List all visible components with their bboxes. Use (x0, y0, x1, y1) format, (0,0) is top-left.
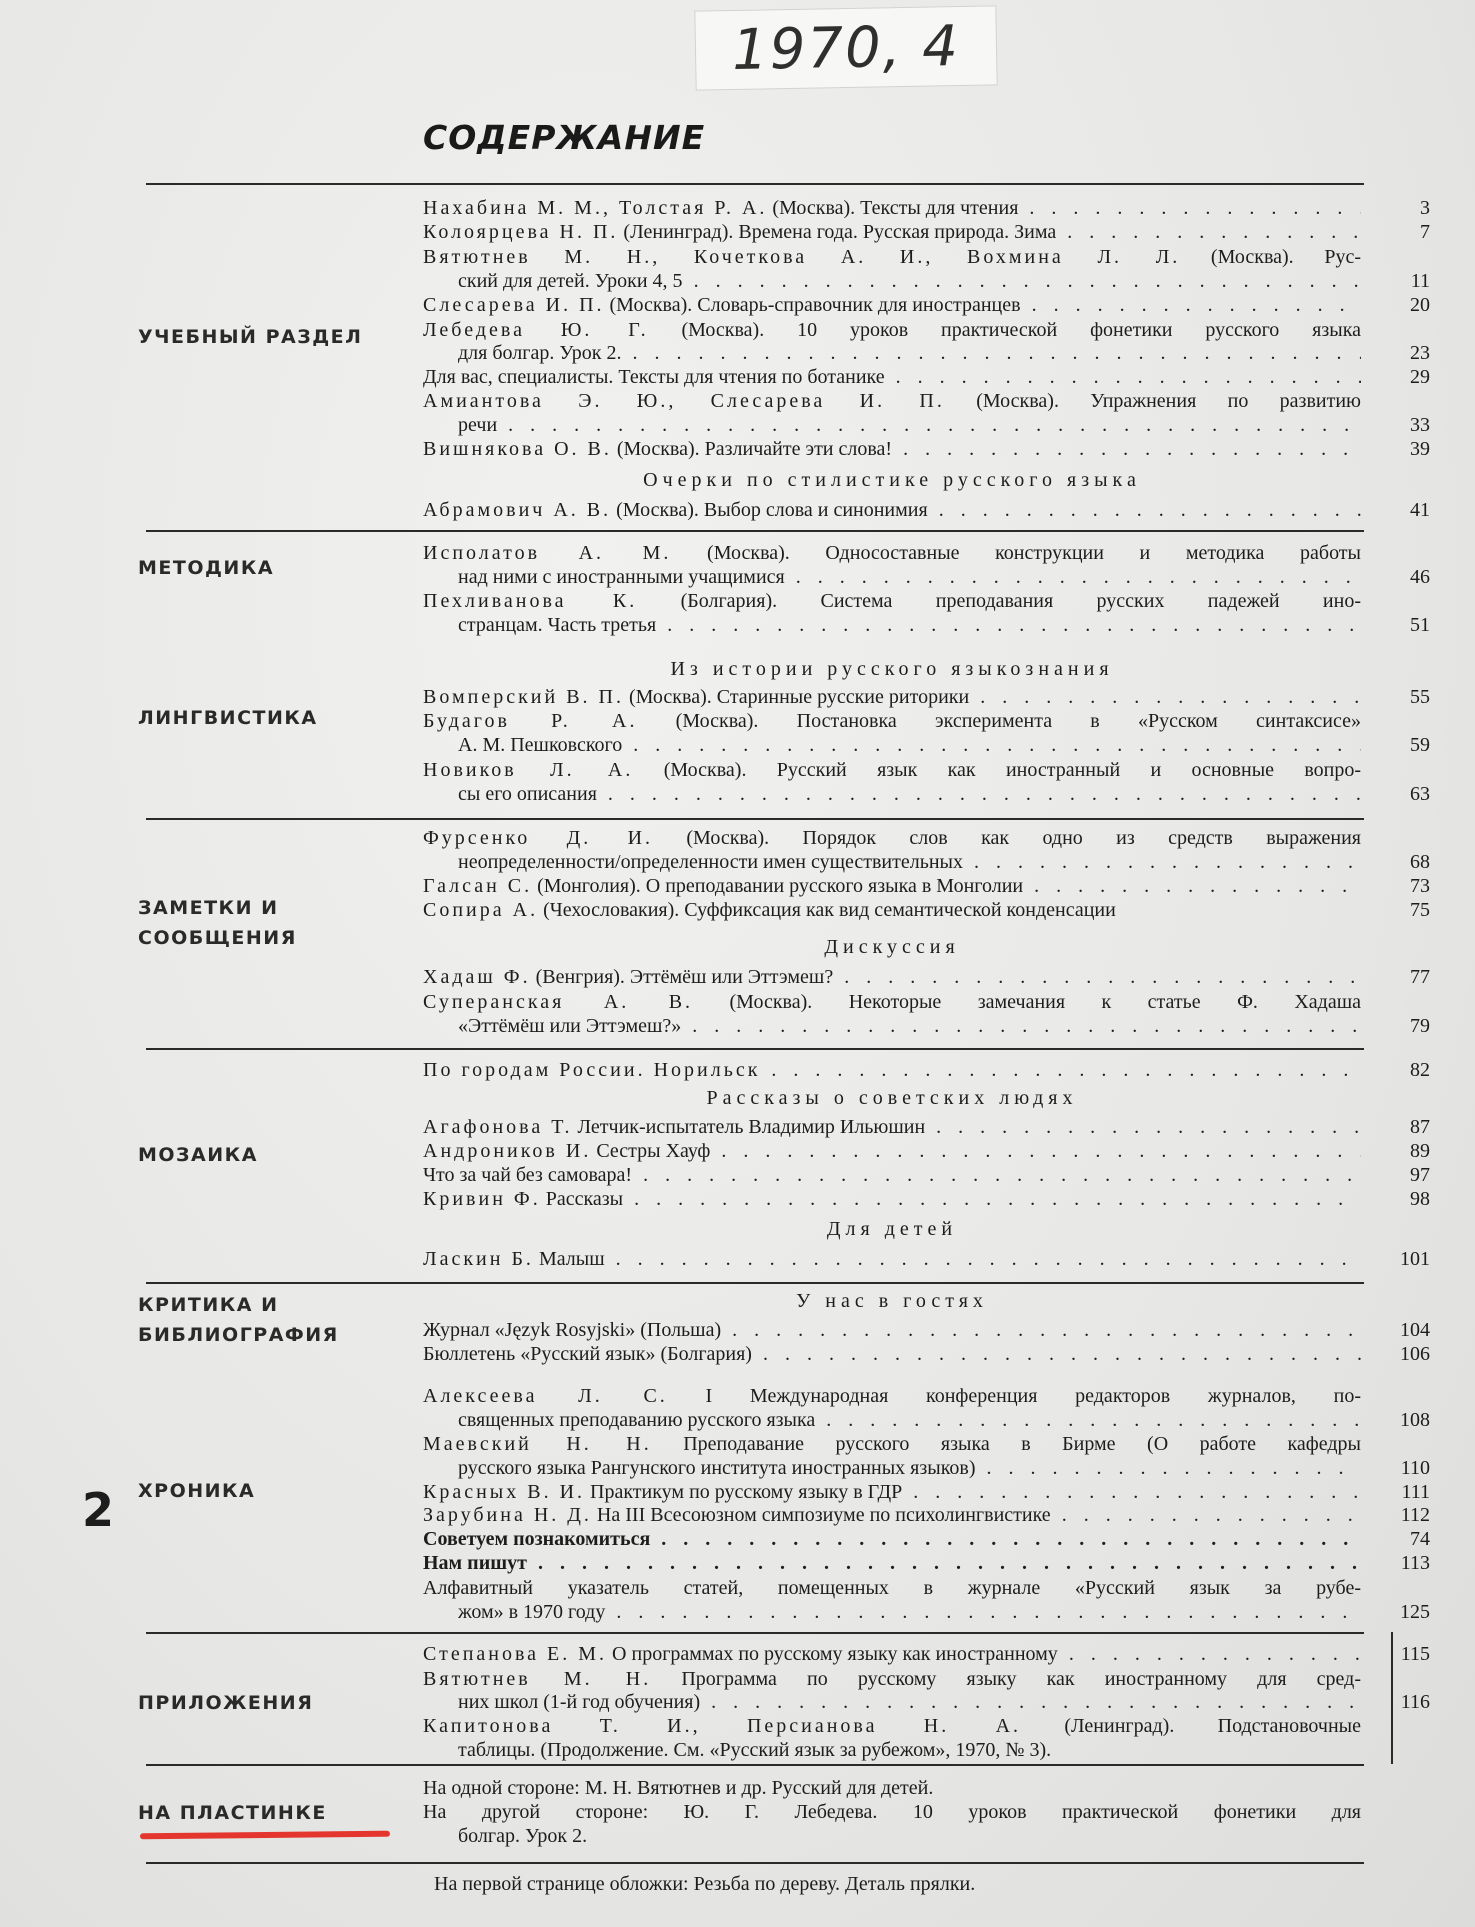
entry-title: (Монголия). О преподавании русского языка в Монголии . . . (532, 875, 1361, 897)
entry-author: Вомперский В. П. (423, 686, 624, 708)
entry-title: Что за чай без самовара! . . . (423, 1164, 1361, 1186)
subheading: Для детей (826, 1218, 958, 1240)
page-title: СОДЕРЖАНИЕ (423, 118, 706, 157)
entry-author: Амиантова Э. Ю., Слесарева И. П. (423, 390, 945, 412)
entry-title: Бюллетень «Русский язык» (Болгария) . . . (423, 1343, 1361, 1365)
entry-title: жом» в 1970 году . . . (458, 1601, 1361, 1623)
entry-author: Сопира А. (423, 899, 539, 921)
entry-author: Андроников И. (423, 1140, 592, 1162)
toc-entry (423, 898, 1361, 922)
entry-title: На другой стороне: Ю. Г. Лебедева. 10 уроков практической фонетики для (423, 1801, 1361, 1823)
toc-entry (423, 1318, 1361, 1342)
entry-author: Абрамович А. В. (423, 499, 612, 521)
cover-note: На первой странице обложки: Резьба по дереву. Деталь прялки. (434, 1873, 976, 1895)
entry-author: Слесарева И. П. (423, 294, 605, 316)
section-label-linguistics: ЛИНГВИСТИКА (138, 707, 318, 729)
entry-title: Для вас, специалисты. Тексты для чтения по ботанике . . . (423, 366, 1361, 388)
rule-top (146, 183, 1364, 185)
archive-stamp: 1970, 4 (694, 5, 997, 90)
entry-page: 108 (1400, 1409, 1430, 1431)
entry-author: Пехливанова К. (423, 590, 638, 612)
rule-bottom (146, 1862, 1364, 1864)
rule-section (146, 1632, 1364, 1634)
toc-entry (423, 965, 1361, 989)
entry-title: (Москва). Различайте эти слова! . . . (612, 438, 1361, 460)
toc-entry (423, 1576, 1361, 1600)
toc-entry (423, 1187, 1361, 1211)
entry-author: Агафонова Т. (423, 1116, 573, 1138)
toc-entry (423, 1139, 1361, 1163)
toc-entry (423, 1527, 1361, 1551)
toc-entry (423, 1667, 1361, 1691)
toc-entry (423, 826, 1361, 850)
entry-title: неопределенности/определенности имен существительных . . . (458, 851, 1361, 873)
toc-entry (423, 1115, 1361, 1139)
entry-title: «Эттёмёш или Эттэмеш?» . . . (458, 1015, 1361, 1037)
toc-entry (423, 1432, 1361, 1456)
entry-author: Капитонова Т. И., Персианова Н. А. (423, 1715, 1022, 1737)
entry-title: Малыш . . . (534, 1248, 1361, 1270)
entry-author: Нахабина М. М., Толстая Р. А. (423, 197, 768, 219)
entry-page: 29 (1410, 366, 1430, 388)
toc-entry (423, 220, 1361, 244)
entry-author: Ласкин Б. (423, 1248, 534, 1270)
entry-page: 115 (1400, 1643, 1430, 1665)
entry-page: 97 (1410, 1164, 1430, 1186)
subheading: У нас в гостях (796, 1290, 988, 1312)
entry-page: 59 (1410, 734, 1430, 756)
entry-title: На одной стороне: М. Н. Вятютнев и др. Русский для детей. (423, 1777, 934, 1799)
toc-entry-continued (458, 1690, 1361, 1714)
entry-title: (Москва). Старинные русские риторики . . . (624, 686, 1361, 708)
toc-entry (423, 365, 1361, 389)
entry-title: (Москва). 10 уроков практической фонетики русского языка (648, 319, 1361, 341)
entry-page: 104 (1400, 1319, 1430, 1341)
entry-author: Галсан С. (423, 875, 533, 897)
section-label-methods: МЕТОДИКА (138, 557, 275, 579)
entry-page: 98 (1410, 1188, 1430, 1210)
entry-title: Нам пишут . . . (423, 1552, 1361, 1574)
entry-title: над ними с иностранными учащимися . . . (458, 566, 1361, 588)
entry-author: Зарубина Н. Д. (423, 1504, 592, 1526)
entry-author: Красных В. И. (423, 1481, 586, 1503)
entry-page: 3 (1420, 197, 1430, 219)
section-label-chronicle: ХРОНИКА (138, 1480, 256, 1502)
entry-page: 116 (1400, 1691, 1430, 1713)
entry-page: 68 (1410, 851, 1430, 873)
entry-author: Исполатов А. М. (423, 542, 672, 564)
entry-title: (Москва). Упражнения по развитию (944, 390, 1361, 412)
entry-page: 112 (1400, 1504, 1430, 1526)
section-label-mosaic: МОЗАИКА (138, 1144, 258, 1166)
toc-entry (423, 1058, 1361, 1082)
entry-title: Практикум по русскому языку в ГДР . . . (585, 1481, 1361, 1503)
entry-page: 77 (1410, 966, 1430, 988)
entry-author: Будагов Р. А. (423, 710, 638, 732)
entry-title: (Венгрия). Эттёмёш или Эттэмеш? . . . (531, 966, 1361, 988)
entry-title: (Москва). Порядок слов как одно из средств выражения (653, 827, 1361, 849)
entry-title: таблицы. (Продолжение. См. «Русский язык за рубежом», 1970, № 3). (458, 1739, 1052, 1761)
entry-page: 41 (1410, 499, 1430, 521)
entry-page: 39 (1410, 438, 1430, 460)
section-label-record: НА ПЛАСТИНКЕ (138, 1802, 327, 1824)
toc-entry (423, 758, 1361, 782)
entry-title: Летчик-испытатель Владимир Ильюшин . . . (572, 1116, 1361, 1138)
toc-entry-continued (458, 1014, 1361, 1038)
entry-page: 87 (1410, 1116, 1430, 1138)
toc-entry (423, 874, 1361, 898)
toc-entry-continued (458, 1600, 1361, 1624)
entry-title: Советуем познакомиться . . . (423, 1528, 1361, 1550)
entry-title: По городам России. Норильск . . . (423, 1059, 1361, 1081)
entry-author: Вятютнев М. Н., Кочеткова А. И., Вохмина Л. Л. (423, 246, 1181, 268)
subheading: Очерки по стилистике русского языка (643, 469, 1141, 491)
entry-author: Колоярцева Н. П. (423, 221, 619, 243)
entry-title: На III Всесоюзном симпозиуме по психолингвистике . . . (592, 1504, 1361, 1526)
entry-author: Лебедева Ю. Г. (423, 319, 649, 341)
toc-entry (423, 1503, 1361, 1527)
entry-page: 55 (1410, 686, 1430, 708)
entry-page: 20 (1410, 294, 1430, 316)
entry-title: них школ (1-й год обучения) . . . (458, 1691, 1361, 1713)
entry-page: 51 (1410, 614, 1430, 636)
toc-entry (423, 1342, 1361, 1366)
toc-entry-continued (458, 850, 1361, 874)
subheading: Рассказы о советских людях (706, 1087, 1078, 1109)
entry-title: ский для детей. Уроки 4, 5 . . . (458, 270, 1361, 292)
section-label-study: УЧЕБНЫЙ РАЗДЕЛ (138, 326, 363, 348)
toc-entry (423, 1480, 1361, 1504)
toc-entry-continued (458, 1456, 1361, 1480)
toc-entry-continued (458, 341, 1361, 365)
entry-title: Преподавание русского языка в Бирме (О работе кафедры (651, 1433, 1361, 1455)
entry-title: священных преподаванию русского языка . . . (458, 1409, 1361, 1431)
subheading: Из истории русского языкознания (670, 658, 1114, 680)
entry-page: 33 (1410, 414, 1430, 436)
rule-section (146, 1764, 1364, 1766)
entry-page: 113 (1400, 1552, 1430, 1574)
rule-section (146, 1048, 1364, 1050)
section-label-criticism: КРИТИКА И БИБЛИОГРАФИЯ (138, 1294, 339, 1346)
toc-entry (423, 318, 1361, 342)
toc-entry-continued (458, 1738, 1361, 1762)
entry-title: (Москва). Русский язык как иностранный и основные вопро- (633, 759, 1361, 781)
entry-page: 75 (1410, 899, 1430, 921)
entry-page: 63 (1410, 783, 1430, 805)
entry-page: 11 (1410, 270, 1430, 292)
entry-title: (Ленинград). Подстановочные (1021, 1715, 1361, 1737)
rule-section (146, 1282, 1364, 1284)
toc-entry (423, 196, 1361, 220)
entry-page: 101 (1400, 1248, 1430, 1270)
entry-page: 73 (1410, 875, 1430, 897)
toc-entry (423, 589, 1361, 613)
entry-author: Новиков Л. А. (423, 759, 634, 781)
toc-entry-continued (458, 269, 1361, 293)
entry-page: 46 (1410, 566, 1430, 588)
toc-entry (423, 293, 1361, 317)
entry-author: Хадаш Ф. (423, 966, 531, 988)
entry-title: (Чехословакия). Суффиксация как вид семантической конденсации (538, 899, 1116, 921)
entry-author: Алексеева Л. С. (423, 1385, 668, 1407)
entry-title: (Болгария). Система преподавания русских падежей ино- (637, 590, 1361, 612)
entry-title: для болгар. Урок 2. . . . (458, 342, 1361, 364)
toc-entry-continued (458, 782, 1361, 806)
entry-title: I Международная конференция редакторов журналов, по- (667, 1385, 1361, 1407)
entry-title: (Москва). Постановка эксперимента в «Русском синтаксисе» (637, 710, 1361, 732)
entry-page: 110 (1400, 1457, 1430, 1479)
entry-page: 7 (1420, 221, 1430, 243)
entry-title: сы его описания . . . (458, 783, 1361, 805)
entry-author: Суперанская А. В. (423, 991, 694, 1013)
toc-entry (423, 541, 1361, 565)
entry-title: Журнал «Język Rosyjski» (Польша) . . . (423, 1319, 1361, 1341)
rule-section (146, 818, 1364, 820)
toc-entry (423, 1163, 1361, 1187)
entry-title: странцам. Часть третья . . . (458, 614, 1361, 636)
entry-page: 125 (1400, 1601, 1430, 1623)
toc-entry (423, 1714, 1361, 1738)
entry-author: Вишнякова О. В. (423, 438, 612, 460)
toc-entry-continued (458, 613, 1361, 637)
entry-title: (Москва). Некоторые замечания к статье Ф. Хадаша (693, 991, 1361, 1013)
entry-page: 106 (1400, 1343, 1430, 1365)
entry-title: Рассказы . . . (541, 1188, 1361, 1210)
page-number: 2 (82, 1483, 115, 1537)
entry-title: Сестры Хауф . . . (591, 1140, 1361, 1162)
entry-title: (Москва). Выбор слова и синонимия . . . (611, 499, 1361, 521)
record-side-one (423, 1776, 1361, 1800)
rule-section (146, 530, 1364, 532)
entry-author: Фурсенко Д. И. (423, 827, 654, 849)
toc-entry (423, 498, 1361, 522)
entry-page: 23 (1410, 342, 1430, 364)
entry-author: Степанова Е. М. (423, 1643, 608, 1665)
entry-page: 79 (1410, 1015, 1430, 1037)
toc-entry (423, 245, 1361, 269)
toc-entry (423, 1642, 1361, 1666)
entry-page: 111 (1401, 1481, 1430, 1503)
toc-entry-continued (458, 733, 1361, 757)
toc-entry (423, 1384, 1361, 1408)
entry-title: болгар. Урок 2. (458, 1825, 588, 1847)
entry-title: (Ленинград). Времена года. Русская природа. Зима . . . (618, 221, 1361, 243)
entry-title: (Москва). Словарь-справочник для иностранцев . . . (605, 294, 1361, 316)
subheading: Дискуссия (824, 936, 960, 958)
entry-author: Маевский Н. Н. (423, 1433, 652, 1455)
entry-title: (Москва). Рус- (1180, 246, 1361, 268)
toc-entry (423, 685, 1361, 709)
entry-title: Программа по русскому языку как иностранному для сред- (651, 1668, 1361, 1690)
toc-entry (423, 1551, 1361, 1575)
entry-page: 89 (1410, 1140, 1430, 1162)
toc-entry-continued (458, 565, 1361, 589)
toc-entry-continued (458, 1408, 1361, 1432)
entry-title: А. М. Пешковского . . . (458, 734, 1361, 756)
toc-entry-continued (458, 413, 1361, 437)
entry-title: О программах по русскому языку как иностранному . . . (607, 1643, 1361, 1665)
section-label-notes: ЗАМЕТКИ И СООБЩЕНИЯ (138, 897, 297, 949)
toc-entry (423, 389, 1361, 413)
entry-title: речи . . . (458, 414, 1361, 436)
toc-entry (423, 990, 1361, 1014)
entry-author: Вятютнев М. Н. (423, 1668, 652, 1690)
record-side-two-continued (458, 1824, 1361, 1848)
entry-author: Кривин Ф. (423, 1188, 541, 1210)
record-side-two (423, 1800, 1361, 1824)
section-label-appendices: ПРИЛОЖЕНИЯ (138, 1692, 314, 1714)
entry-title: русского языка Рангунского института иностранных языков) . . . (458, 1457, 1361, 1479)
toc-entry (423, 437, 1361, 461)
entry-page: 82 (1410, 1059, 1430, 1081)
entry-title: Алфавитный указатель статей, помещенных в журнале «Русский язык за рубе- (423, 1577, 1361, 1599)
entry-page: 74 (1410, 1528, 1430, 1550)
toc-entry (423, 1247, 1361, 1271)
entry-title: (Москва). Тексты для чтения . . . (767, 197, 1361, 219)
entry-title: (Москва). Односоставные конструкции и методика работы (671, 542, 1361, 564)
toc-entry (423, 709, 1361, 733)
